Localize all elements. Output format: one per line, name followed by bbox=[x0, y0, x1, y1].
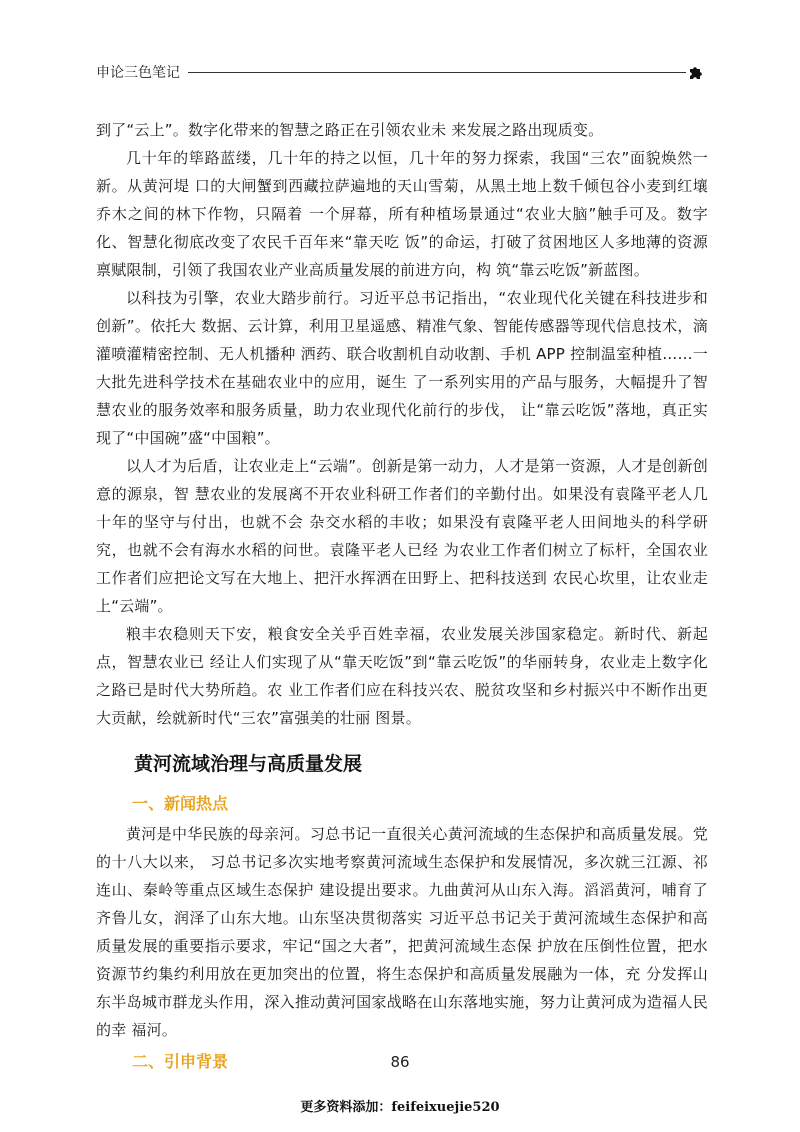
footer-note: 更多资料添加：feifeixuejie520 bbox=[300, 1100, 500, 1115]
section-title: 黄河流域治理与高质量发展 bbox=[134, 753, 363, 775]
paragraph: 粮丰农稳则天下安，粮食安全关乎百姓幸福，农业发展关涉国家稳定。新时代、新起点，智慧农业已 经让人们实现了从“靠天吃饭”到“靠云吃饭”的华丽转身，农业走上数字化之路已是时代大势所趋。农 业工作者们应在科技兴农、脱贫攻坚和乡村振兴中不断作出更大贡献，绘就新时代“三农”富强美的壮丽 图景。 bbox=[96, 625, 708, 727]
header-rule bbox=[188, 72, 686, 73]
page-content bbox=[96, 116, 708, 1078]
puzzle-icon bbox=[688, 64, 704, 80]
page-header bbox=[96, 60, 704, 84]
paragraph: 到了“云上”。数字化带来的智慧之路正在引领农业未 来发展之路出现质变。 bbox=[96, 121, 604, 139]
header-title: 申论三色笔记 bbox=[96, 65, 180, 81]
paragraph: 以人才为后盾，让农业走上“云端”。创新是第一动力，人才是第一资源，人才是创新创意的源泉，智 慧农业的发展离不开农业科研工作者们的辛勤付出。如果没有袁隆平老人几十年的坚守与付出，也就不会 杂交水稻的丰收；如果没有袁隆平老人田间地头的科学研究，也就不会有海水水稻的问世。袁隆平老人已经 为农业工作者们树立了标杆，全国农业工作者们应把论文写在大地上、把汗水挥洒在田野上、把科技送到 农民心坎里，让农业走上“云端”。 bbox=[96, 457, 708, 615]
paragraph: 以科技为引擎，农业大踏步前行。习近平总书记指出，“农业现代化关键在科技进步和创新”。依托大 数据、云计算，利用卫星遥感、精准气象、智能传感器等现代信息技术，滴灌喷灌精密控制、无人机播种 洒药、联合收割机自动收割、手机 APP 控制温室种植……一大批先进科学技术在基础农业中的应用，诞生 了一系列实用的产品与服务，大幅提升了智慧农业的服务效率和服务质量，助力农业现代化前行的步伐， 让“靠云吃饭”落地，真正实现了“中国碗”盛“中国粮”。 bbox=[96, 289, 708, 447]
paragraph: 黄河是中华民族的母亲河。习总书记一直很关心黄河流域的生态保护和高质量发展。党的十八大以来， 习总书记多次实地考察黄河流域生态保护和发展情况，多次就三江源、祁连山、秦岭等重点区域生态保护 建设提出要求。九曲黄河从山东入海。滔滔黄河，哺育了齐鲁儿女，润泽了山东大地。山东坚决贯彻落实 习近平总书记关于黄河流域生态保护和高质量发展的重要指示要求，牢记“国之大者”，把黄河流域生态保 护放在压倒性位置，把水资源节约集约利用放在更加突出的位置，将生态保护和高质量发展融为一体，充 分发挥山东半岛城市群龙头作用，深入推动黄河国家战略在山东落地实施，努力让黄河成为造福人民的幸 福河。 bbox=[96, 825, 708, 1039]
subsection-title-background: 二、引申背景 bbox=[132, 1052, 229, 1071]
subsection-title-news: 一、新闻热点 bbox=[132, 794, 229, 813]
paragraph: 几十年的筚路蓝缕，几十年的持之以恒，几十年的努力探索，我国“三农”面貌焕然一新。从黄河堤 口的大闸蟹到西藏拉萨遍地的天山雪菊，从黑土地上数千倾包谷小麦到红壤乔木之间的林下作物，只隔着 一个屏幕，所有种植场景通过“农业大脑”触手可及。数字化、智慧化彻底改变了农民千百年来“靠天吃 饭”的命运，打破了贫困地区人多地薄的资源禀赋限制，引领了我国农业产业高质量发展的前进方向，构 筑“靠云吃饭”新蓝图。 bbox=[96, 149, 708, 279]
page-number: 86 bbox=[390, 1053, 410, 1071]
